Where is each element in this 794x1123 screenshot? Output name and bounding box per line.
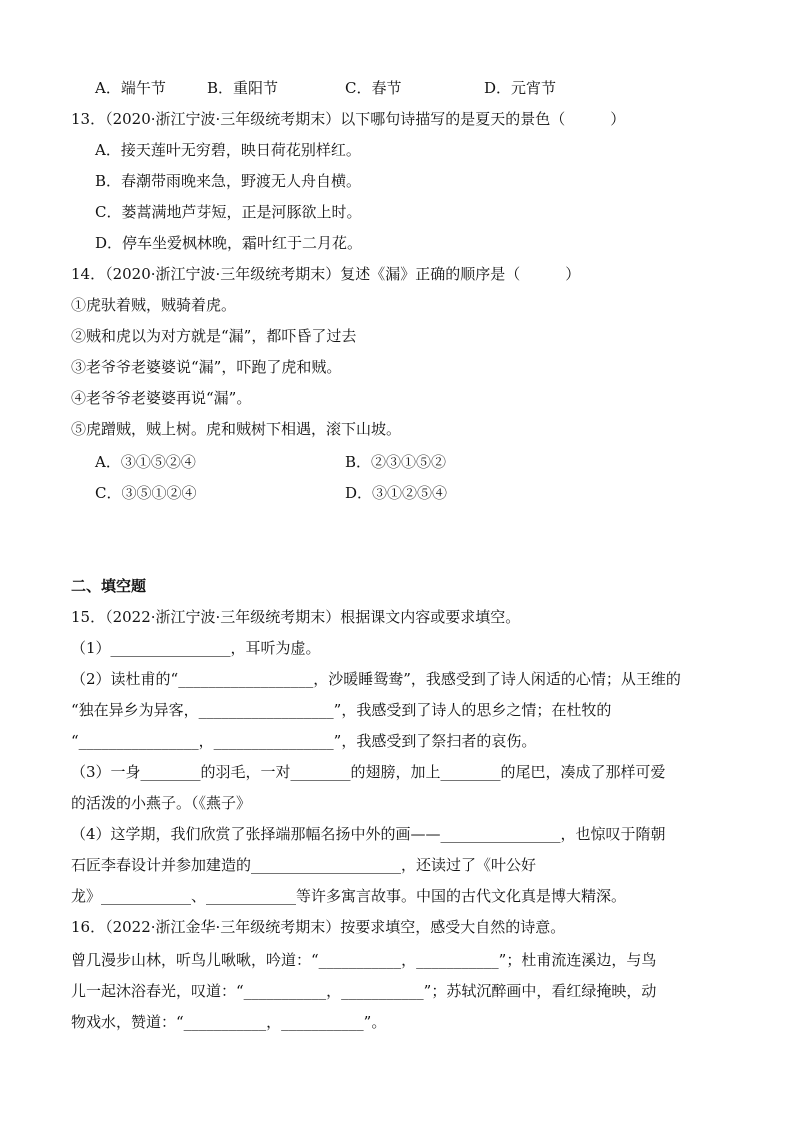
q14-item-4: ④老爷爷老婆婆再说“漏”。 (71, 389, 252, 407)
q14-item-1: ①虎驮着贼，贼骑着虎。 (71, 296, 237, 314)
q13-stem: 13．（2020·浙江宁波·三年级统考期末）以下哪句诗描写的是夏天的景色（ ） (71, 110, 626, 128)
q14-item-5: ⑤虎蹭贼，贼上树。虎和贼树下相遇，滚下山坡。 (71, 420, 402, 438)
q12-option-a: A．端午节 (95, 79, 166, 97)
q14-option-a: A．③①⑤②④ (95, 453, 196, 471)
q14-stem: 14．（2020·浙江宁波·三年级统考期末）复述《漏》正确的顺序是（ ） (71, 265, 581, 283)
q14-option-d: D．③①②⑤④ (345, 484, 448, 502)
q13-option-b: B．春潮带雨晚来急，野渡无人舟自横。 (95, 172, 362, 190)
q14-option-b: B．②③①⑤② (345, 453, 447, 471)
q16-line-2: 儿一起沐浴春光，叹道：“___________，___________”；苏轼沉醉画中，看红绿掩映，动 (71, 982, 657, 1000)
q15-line-2: （2）读杜甫的“__________________，沙暖睡鸳鸯”，我感受到了诗人闲适的心情；从王维的 (71, 670, 681, 688)
q14-item-2: ②贼和虎以为对方就是“漏”，都吓昏了过去 (71, 327, 357, 345)
q14-item-3: ③老爷爷老婆婆说“漏”，吓跑了虎和贼。 (71, 358, 342, 376)
q16-line-1: 曾几漫步山林，听鸟儿啾啾，吟道：“___________，___________”；杜甫流连溪边，与鸟 (71, 951, 657, 969)
q15-line-4: “________________，________________”，我感受到了祭扫者的哀伤。 (71, 732, 537, 750)
q15-line-7: （4）这学期，我们欣赏了张择端那幅名扬中外的画——________________，也惊叹于隋朝 (71, 825, 666, 843)
q15-stem: 15．（2022·浙江宁波·三年级统考期末）根据课文内容或要求填空。 (71, 608, 521, 626)
q13-option-c: C．蒌蒿满地芦芽短，正是河豚欲上时。 (95, 203, 362, 221)
q12-option-b: B．重阳节 (207, 79, 279, 97)
q13-option-d: D．停车坐爱枫林晚，霜叶红于二月花。 (95, 234, 363, 252)
section-title: 二、填空题 (71, 577, 147, 595)
q15-line-9: 龙》____________、____________等许多寓言故事。中国的古代文化真是博大精深。 (71, 887, 627, 905)
q14-option-c: C．③⑤①②④ (95, 484, 197, 502)
q12-option-d: D．元宵节 (484, 79, 557, 97)
q16-stem: 16．（2022·浙江金华·三年级统考期末）按要求填空，感受大自然的诗意。 (71, 918, 566, 936)
q13-option-a: A．接天莲叶无穷碧，映日荷花别样红。 (95, 141, 361, 159)
q15-line-3: “独在异乡为异客，__________________”，我感受到了诗人的思乡之情；在杜牧的 (71, 701, 612, 719)
q12-option-c: C．春节 (345, 79, 402, 97)
q15-line-1: （1）________________，耳听为虚。 (71, 639, 321, 657)
q15-line-8: 石匠李春设计并参加建造的____________________，还读过了《叶公好 (71, 856, 537, 874)
q16-line-3: 物戏水，赞道：“___________，___________”。 (71, 1013, 387, 1031)
q15-line-5: （3）一身________的羽毛，一对________的翅膀，加上________的尾巴，凑成了那样可爱 (71, 763, 666, 781)
q15-line-6: 的活泼的小燕子。（《燕子》 (71, 794, 252, 812)
